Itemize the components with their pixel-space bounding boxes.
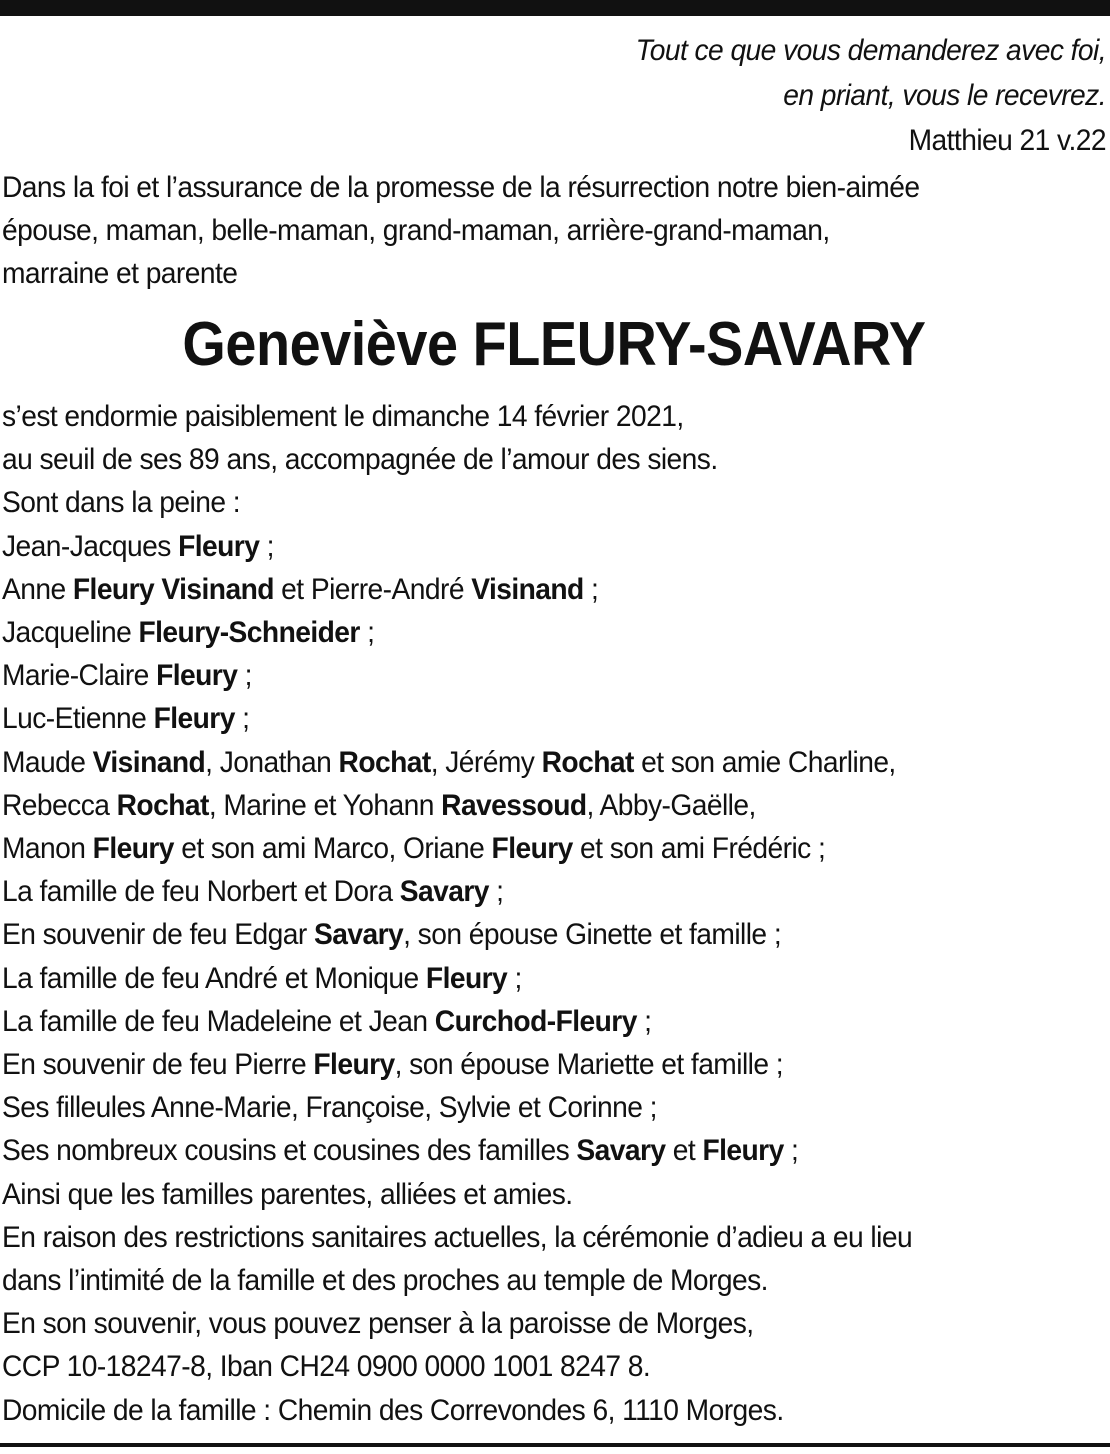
body-text: La famille de feu Madeleine et Jean	[2, 1004, 435, 1038]
body-text: , Jérémy	[430, 745, 542, 779]
body-text: ;	[507, 961, 522, 995]
body-text: ;	[237, 659, 252, 693]
bottom-border-rule	[0, 1443, 1110, 1447]
body-line	[2, 568, 1040, 611]
body-line	[2, 827, 1040, 870]
family-name: Savary	[399, 875, 489, 909]
body-text: dans l’intimité de la famille et des proches au temple de Morges.	[2, 1264, 768, 1298]
body-text: , son épouse Ginette et famille ;	[403, 918, 782, 952]
intro-line-3: marraine et parente	[2, 257, 238, 290]
top-border-rule	[0, 0, 1110, 16]
body-text: et son ami Marco, Oriane	[173, 832, 492, 866]
body-line	[2, 741, 1040, 784]
family-name: Fleury-Schneider	[138, 616, 360, 650]
bible-verse	[68, 28, 1106, 163]
family-name: Fleury	[92, 832, 174, 866]
body-text: et son amie Charline,	[633, 745, 896, 779]
family-name: Fleury	[178, 529, 260, 563]
body-text: En son souvenir, vous pouvez penser à la paroisse de Morges,	[2, 1307, 754, 1341]
body-text: En raison des restrictions sanitaires actuelles, la cérémonie d’adieu a eu lieu	[2, 1220, 913, 1254]
family-name: Fleury	[702, 1134, 784, 1168]
body-text: ;	[259, 529, 274, 563]
family-name: Rochat	[116, 788, 209, 822]
body-text: , Jonathan	[205, 745, 339, 779]
body-line	[2, 697, 1040, 740]
body-line	[2, 1043, 1040, 1086]
body-text: , Abby-Gaëlle,	[586, 788, 756, 822]
intro-line-2: épouse, maman, belle-maman, grand-maman, arrière-grand-maman,	[2, 214, 830, 247]
body-line	[2, 438, 1040, 481]
body-text: Ainsi que les familles parentes, alliées et amies.	[2, 1177, 573, 1211]
body-text: Marie-Claire	[2, 659, 157, 693]
body-line	[2, 870, 1040, 913]
body-text: Maude	[2, 745, 93, 779]
body-text: Rebecca	[2, 788, 117, 822]
family-name: Fleury	[425, 961, 508, 995]
family-name: Savary	[576, 1134, 666, 1168]
body-text: La famille de feu André et Monique	[2, 961, 426, 995]
body-line	[2, 525, 1040, 568]
body-line	[2, 1345, 1040, 1388]
body-line	[2, 1259, 1040, 1302]
body-text: Jean-Jacques	[2, 529, 179, 563]
body-line	[2, 1000, 1040, 1043]
body-text: et son ami Frédéric ;	[572, 832, 826, 866]
body-text: s’est endormie paisiblement le dimanche 14 février 2021,	[2, 400, 684, 433]
family-name: Rochat	[541, 745, 634, 779]
family-name: Fleury	[491, 832, 573, 866]
body-text: et	[665, 1134, 703, 1168]
body-text: ;	[636, 1004, 652, 1038]
body-text: CCP 10-18247-8, Iban CH24 0900 0000 1001 8247 8.	[2, 1350, 651, 1384]
body-text: au seuil de ses 89 ans, accompagnée de l’amour des siens.	[2, 443, 718, 477]
body-line	[2, 1173, 1040, 1216]
body-text: La famille de feu Norbert et Dora	[2, 875, 400, 909]
verse-line-2: en priant, vous le recevrez.	[783, 79, 1106, 112]
body-text: Domicile de la famille : Chemin des Correvondes 6, 1110 Morges.	[2, 1393, 784, 1427]
body-line	[2, 654, 1040, 697]
body-text: En souvenir de feu Pierre	[2, 1048, 314, 1082]
verse-reference: Matthieu 21 v.22	[908, 124, 1106, 157]
body-text: ;	[359, 616, 375, 650]
body-line	[2, 1086, 1040, 1129]
body-text: ;	[234, 702, 250, 736]
verse-line-1: Tout ce que vous demanderez avec foi,	[635, 34, 1106, 67]
notice-body	[2, 395, 1040, 1432]
body-text: Ses nombreux cousins et cousines des familles	[2, 1134, 577, 1168]
body-line	[2, 481, 1040, 524]
family-name: Fleury Visinand	[72, 572, 274, 606]
family-name: Ravessoud	[441, 788, 587, 822]
family-name: Fleury	[313, 1048, 395, 1082]
body-line	[2, 1216, 1040, 1259]
family-name: Fleury	[156, 659, 238, 693]
body-text: Manon	[2, 832, 93, 866]
body-text: Ses filleules Anne-Marie, Françoise, Sylvie et Corinne ;	[2, 1091, 657, 1125]
family-name: Curchod-Fleury	[434, 1004, 637, 1038]
body-text: et Pierre-André	[273, 572, 472, 606]
family-name: Savary	[313, 918, 404, 952]
body-text: Jacqueline	[2, 616, 139, 650]
body-text: , Marine et Yohann	[208, 788, 442, 822]
body-text: ;	[488, 875, 504, 909]
body-text: Sont dans la peine :	[2, 486, 241, 520]
body-text: ;	[783, 1134, 799, 1168]
family-name: Rochat	[338, 745, 431, 779]
family-name: Visinand	[92, 745, 206, 779]
body-text: ;	[583, 572, 599, 606]
body-line	[2, 1302, 1040, 1345]
deceased-name: Geneviève FLEURY-SAVARY	[182, 310, 926, 379]
body-text: , son épouse Mariette et famille ;	[394, 1048, 784, 1082]
family-name: Fleury	[153, 702, 235, 736]
body-line	[2, 784, 1040, 827]
family-name: Visinand	[471, 572, 584, 606]
body-text: En souvenir de feu Edgar	[2, 918, 314, 952]
body-text: Luc-Etienne	[2, 702, 154, 736]
intro-line-1: Dans la foi et l’assurance de la promesse de la résurrection notre bien-aimée	[2, 171, 920, 204]
intro-paragraph	[2, 166, 1040, 295]
obituary-notice	[2, 28, 1106, 1432]
body-text: Anne	[2, 572, 73, 606]
body-line	[2, 611, 1040, 654]
body-line	[2, 1389, 1040, 1432]
body-line	[2, 913, 1040, 956]
body-line	[2, 1129, 1040, 1172]
body-line	[2, 395, 1040, 438]
body-line	[2, 957, 1040, 1000]
